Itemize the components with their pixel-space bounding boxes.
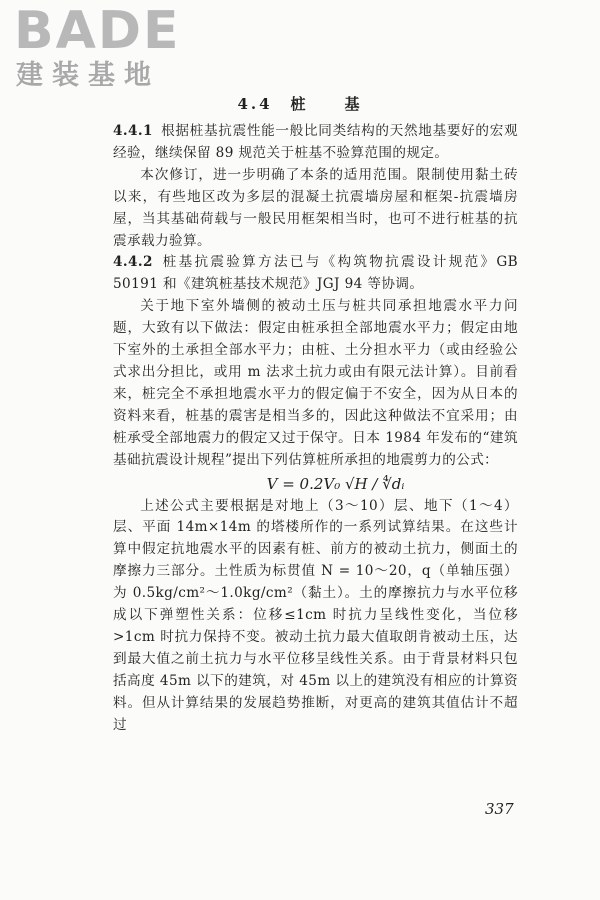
paragraph: 本次修订，进一步明确了本条的适用范围。限制使用黏土砖以来，有些地区改为多层的混凝土抗震墙房屋和框架-抗震墙房屋，当其基础荷载与一般民用框架相当时，也可不进行桩基的抗震承载力验算。 bbox=[113, 166, 518, 249]
logo-subtitle: 建装基地 bbox=[16, 60, 160, 91]
clause-text: 桩基抗震验算方法已与《构筑物抗震设计规范》GB 50191 和《建筑桩基技术规范》JGJ 94 等协调。 bbox=[113, 254, 518, 293]
paragraph: 上述公式主要根据是对地上（3～10）层、地下（1～4）层、平面 14m×14m 的塔楼所作的一系列试算结果。在这些计算中假定抗地震水平的因素有桩、前方的被动土抗力，侧面土的摩擦力三部分。土性质为标贯值 N = 10～20，q（单轴压强）为 0.5kg/cm²～1.0kg/cm²（黏土）。土的摩擦抗力与水平位移成以下弹塑性关系：位移≤1cm 时抗力呈线性变化，当位移>1cm 时抗力保持不变。被动土抗力最大值取朗肯被动土压，达到最大值之前土抗力与水平位移呈线性关系。由于背景材料只包括高度 45m 以下的建筑，对 45m 以上的建筑没有相应的计算资料。但从计算结果的发展趋势推断，对更高的建筑其值估计不超过 bbox=[113, 497, 518, 733]
clause-4-4-1 bbox=[113, 121, 518, 165]
section-title: 4.4 桩 基 bbox=[237, 95, 363, 113]
logo-brand-text: BADE bbox=[14, 1, 181, 61]
body-content bbox=[113, 121, 518, 736]
brand-logo bbox=[14, 1, 184, 92]
clause-number: 4.4.1 bbox=[113, 123, 153, 139]
paragraph: 关于地下室外墙侧的被动土压与桩共同承担地震水平力问题，大致有以下做法：假定由桩承担全部地震水平力；假定由地下室外的土承担全部水平力；由桩、土分担水平力（或由经验公式求出分担比，或用 m 法求土抗力或由有限元法计算）。目前看来，桩完全不承担地震水平力的假定偏于不安全，因为从日本的资料来看，桩基的震害是相当多的，因此这种做法不宜采用；由桩承受全部地震力的假定又过于保守。日本 1984 年发布的“建筑基础抗震设计规程”提出下列估算桩所承担的地震剪力的公式： bbox=[113, 298, 518, 468]
clause-4-4-2 bbox=[113, 252, 518, 296]
page-number: 337 bbox=[485, 800, 514, 818]
shear-formula: V = 0.2V₀ √H / ∜dᵢ bbox=[266, 474, 405, 493]
clause-number: 4.4.2 bbox=[113, 254, 153, 271]
clause-text: 根据桩基抗震性能一般比同类结构的天然地基要好的宏观经验，继续保留 89 规范关于桩基不验算范围的规定。 bbox=[113, 123, 518, 161]
